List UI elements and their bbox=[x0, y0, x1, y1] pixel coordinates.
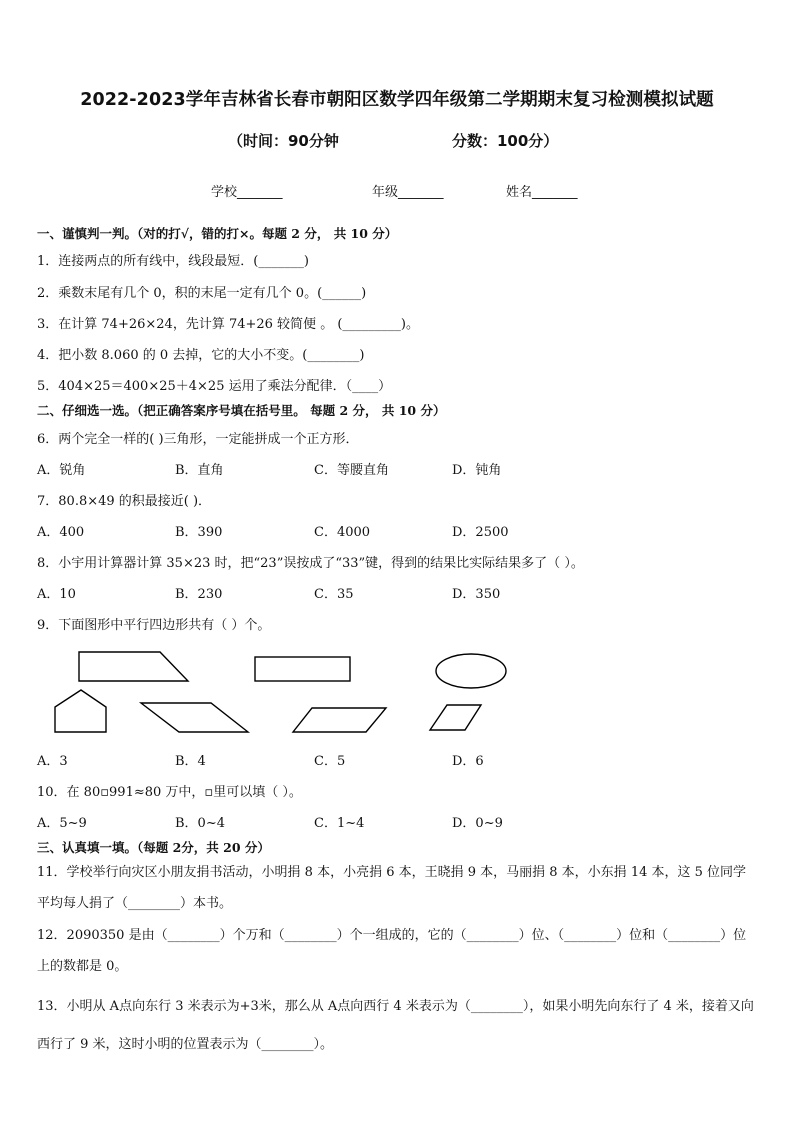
q6-option-d: D．钝角 bbox=[452, 463, 502, 478]
q9-option-d: D．6 bbox=[452, 754, 484, 769]
q8-option-b: B．230 bbox=[175, 587, 223, 602]
q10-option-c: C．1~4 bbox=[314, 816, 365, 831]
q9-option-a: A．3 bbox=[37, 754, 68, 769]
question-7: 7．80.8×49 的积最接近( )． bbox=[37, 494, 212, 509]
question-8: 8．小宇用计算器计算 35×23 时，把“23”误按成了“33”键，得到的结果比实际结果多了（ ）。 bbox=[37, 556, 584, 571]
shape-parallelogram-2 bbox=[293, 708, 386, 732]
shape-pentagon bbox=[55, 690, 106, 732]
exam-score: 分数：100分） bbox=[452, 132, 559, 150]
shape-rectangle bbox=[255, 657, 350, 681]
q9-option-b: B．4 bbox=[175, 754, 206, 769]
q10-option-b: B．0~4 bbox=[175, 816, 225, 831]
question-6: 6．两个完全一样的( )三角形，一定能拼成一个正方形． bbox=[37, 432, 359, 447]
question-1: 1．连接两点的所有线中，线段最短．(_______) bbox=[37, 254, 309, 269]
question-2: 2．乘数末尾有几个 0，积的末尾一定有几个 0。(______) bbox=[37, 286, 367, 301]
student-info bbox=[0, 181, 794, 201]
shape-trapezoid bbox=[79, 652, 188, 681]
question-10: 10．在 80▫991≈80 万中，▫里可以填（ ）。 bbox=[37, 785, 302, 800]
shape-parallelogram-3 bbox=[430, 705, 481, 730]
shape-parallelogram-1 bbox=[141, 703, 248, 732]
question-3: 3．在计算 74+26×24，先计算 74+26 较简便 。 (_________)。 bbox=[37, 317, 419, 332]
question-12: 12．2090350 是由（________）个万和（________）个一组成的，它的（________）位、（________）位和（________）位上的数都是 0。 bbox=[37, 928, 747, 974]
q7-option-a: A．400 bbox=[37, 525, 85, 540]
q6-option-c: C．等腰直角 bbox=[314, 463, 389, 478]
q7-option-d: D．2500 bbox=[452, 525, 509, 540]
question-13: 13．小明从 A点向东行 3 米表示为+3米，那么从 A点向西行 4 米表示为（________），如果小明先向东行了 4 米，接着又向西行了 9 米，这时小明的位置表示为（________）。 bbox=[37, 999, 754, 1052]
q7-option-c: C．4000 bbox=[314, 525, 371, 540]
q8-option-d: D．350 bbox=[452, 587, 501, 602]
exam-title: 2022-2023学年吉林省长春市朝阳区数学四年级第二学期期末复习检测模拟试题 bbox=[80, 90, 714, 110]
q8-option-a: A．10 bbox=[37, 587, 76, 602]
section-2-heading: 二、仔细选一选。（把正确答案序号填在括号里。 每题 2 分， 共 10 分） bbox=[37, 403, 446, 418]
exam-subtitle bbox=[0, 130, 794, 152]
question-11: 11．学校举行向灾区小朋友捐书活动，小明捐 8 本，小亮捐 6 本，王晓捐 9 本，马丽捐 8 本，小东捐 14 本，这 5 位同学平均每人捐了（________）本书。 bbox=[37, 865, 747, 911]
exam-time: （时间：90分钟 bbox=[228, 132, 339, 150]
name-field: 姓名_______ bbox=[506, 185, 578, 200]
q10-option-d: D．0~9 bbox=[452, 816, 503, 831]
section-3-heading: 三、认真填一填。（每题 2分，共 20 分） bbox=[37, 840, 270, 855]
question-4: 4．把小数 8.060 的 0 去掉，它的大小不变。(________) bbox=[37, 348, 365, 363]
section-1-heading: 一、谨慎判一判。（对的打√，错的打×。每题 2 分， 共 10 分） bbox=[37, 226, 398, 241]
question-9: 9．下面图形中平行四边形共有（ ）个。 bbox=[37, 618, 271, 633]
question-5: 5．404×25＝400×25＋4×25 运用了乘法分配律．（____） bbox=[37, 379, 392, 394]
q9-option-c: C．5 bbox=[314, 754, 346, 769]
q6-option-b: B．直角 bbox=[175, 463, 224, 478]
grade-field: 年级_______ bbox=[372, 185, 444, 200]
school-field: 学校_______ bbox=[211, 185, 283, 200]
shape-ellipse bbox=[436, 654, 506, 688]
q6-option-a: A．锐角 bbox=[37, 463, 86, 478]
q9-shapes-figure bbox=[0, 646, 794, 738]
q7-option-b: B．390 bbox=[175, 525, 223, 540]
q8-option-c: C．35 bbox=[314, 587, 354, 602]
q10-option-a: A．5~9 bbox=[37, 816, 87, 831]
